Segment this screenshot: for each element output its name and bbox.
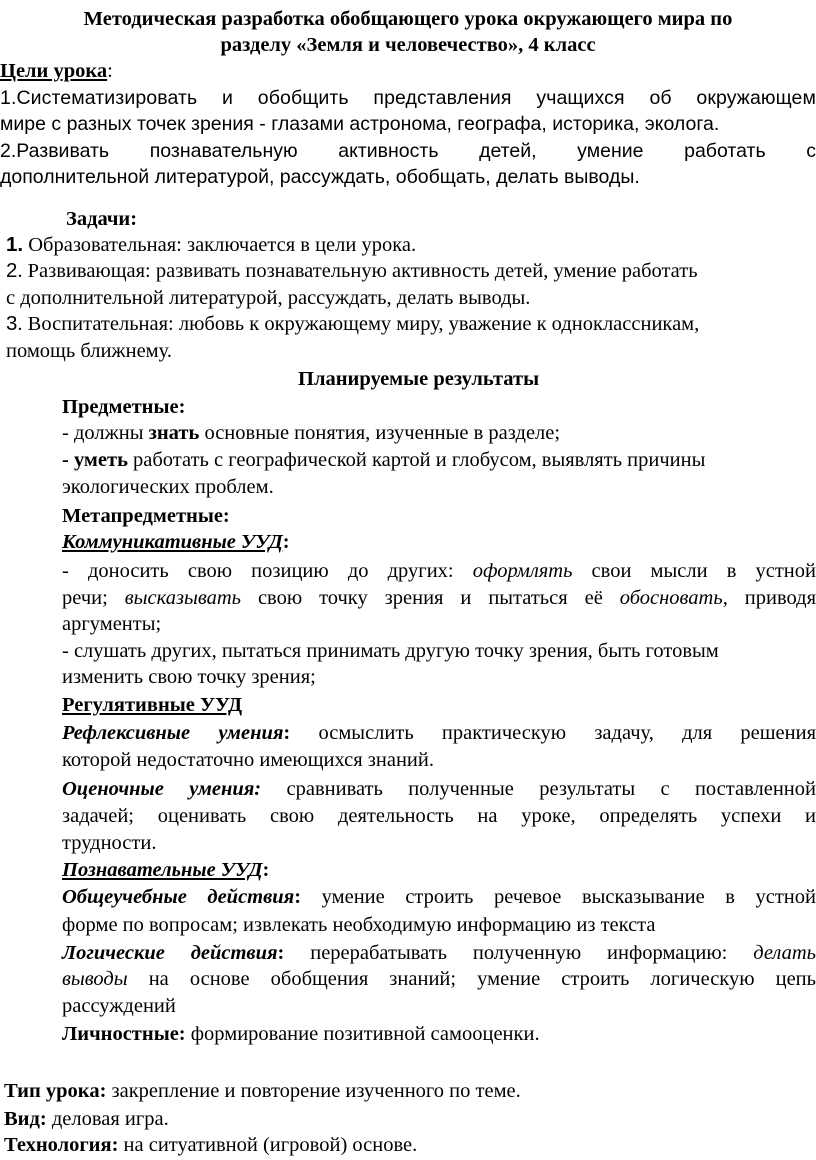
- subject-line-3: экологических проблем.: [62, 476, 274, 498]
- lesson-kind: Вид: деловая игра.: [4, 1108, 169, 1130]
- title-line-1: Методическая разработка обобщающего урока окружающего мира по: [83, 8, 733, 30]
- goal-item-1-line-1: 1.Систематизировать и обобщить представления учащихся об окружающем: [0, 87, 816, 109]
- results-heading: Планируемые результаты: [298, 368, 540, 390]
- communicative-heading: Коммуникативные УУД:: [62, 531, 290, 553]
- logical-line-3: рассуждений: [62, 995, 176, 1017]
- general-label: Общеучебные действия: [62, 886, 295, 908]
- evaluative-line-2: задачей; оценивать свою деятельность на уроке, определять успехи и: [62, 805, 816, 827]
- evaluative-line-1: Оценочные умения: сравнивать полученные результаты с поставленной: [62, 778, 816, 800]
- general-line-1: Общеучебные действия: умение строить речевое высказывание в устной: [62, 886, 816, 908]
- page-title: [0, 6, 816, 32]
- subject-heading: Предметные:: [62, 396, 186, 418]
- task-item-1: [6, 232, 816, 258]
- task-2-text: . Развивающая: развивать познавательную активность детей, умение работать: [17, 260, 698, 282]
- title-line-2: разделу «Земля и человечество», 4 класс: [220, 34, 596, 56]
- meta-heading: Метапредметные:: [62, 505, 230, 527]
- reflexive-line-1: Рефлексивные умения: осмыслить практическую задачу, для решения: [62, 722, 816, 744]
- communicative-line-5: изменить свою точку зрения;: [62, 666, 316, 688]
- subject-line-2: - уметь работать с географической картой и глобусом, выявлять причины: [62, 449, 706, 471]
- logical-line-1: Логические действия: перерабатывать полученную информацию: делать: [62, 942, 816, 964]
- general-line-2: форме по вопросам; извлекать необходимую информацию из текста: [62, 914, 656, 936]
- subject-line-1: - должны знать основные понятия, изученные в разделе;: [62, 422, 561, 444]
- page-title-continued: [0, 32, 816, 58]
- personal-line: Личностные: формирование позитивной самооценки.: [62, 1023, 540, 1045]
- communicative-line-3: аргументы;: [62, 613, 162, 635]
- task-item-3-line-2: помощь ближнему.: [6, 340, 172, 362]
- tasks-heading: Задачи:: [66, 208, 138, 230]
- goal-item-2-line-1: 2.Развивать познавательную активность детей, умение работать с: [0, 140, 816, 162]
- logical-label: Логические действия: [62, 942, 278, 964]
- communicative-line-4: - слушать других, пытаться принимать другую точку зрения, быть готовым: [62, 640, 719, 662]
- reflexive-label: Рефлексивные умения: [62, 722, 284, 744]
- personal-label: Личностные:: [62, 1023, 186, 1045]
- evaluative-line-3: трудности.: [62, 832, 157, 854]
- goals-heading-line: [0, 58, 816, 84]
- task-3-text: . Воспитательная: любовь к окружающему миру, уважение к одноклассникам,: [17, 313, 700, 335]
- task-item-2-line-2: с дополнительной литературой, рассуждать, делать выводы.: [6, 287, 531, 309]
- regulative-heading: Регулятивные УУД: [62, 694, 243, 716]
- logical-line-2: выводы на основе обобщения знаний; умение строить логическую цепь: [62, 968, 816, 990]
- goal-item-2-line-2: дополнительной литературой, рассуждать, обобщать, делать выводы.: [0, 166, 640, 188]
- goals-heading: Цели урока: [0, 60, 108, 82]
- task-1-number: 1.: [6, 233, 24, 256]
- task-item-2-line-1: [6, 258, 816, 284]
- evaluative-label: Оценочные умения:: [62, 778, 262, 800]
- reflexive-line-2: которой недостаточно имеющихся знаний.: [62, 749, 434, 771]
- task-3-number: 3: [6, 312, 18, 335]
- communicative-line-1: - доносить свою позицию до других: оформлять свои мысли в устной: [62, 560, 816, 582]
- cognitive-heading: Познавательные УУД:: [62, 859, 270, 881]
- task-item-3-line-1: [6, 311, 816, 337]
- communicative-line-2: речи; высказывать свою точку зрения и пытаться её обосновать, приводя: [62, 587, 816, 609]
- task-1-text: Образовательная: заключается в цели урока.: [23, 234, 417, 256]
- lesson-type: Тип урока: закрепление и повторение изученного по теме.: [4, 1080, 521, 1102]
- task-2-number: 2: [6, 259, 18, 282]
- lesson-technology: Технология: на ситуативной (игровой) основе.: [4, 1134, 418, 1156]
- goal-item-1-line-2: мире с разных точек зрения - глазами астронома, географа, историка, эколога.: [0, 113, 720, 135]
- goals-heading-colon: :: [107, 60, 113, 82]
